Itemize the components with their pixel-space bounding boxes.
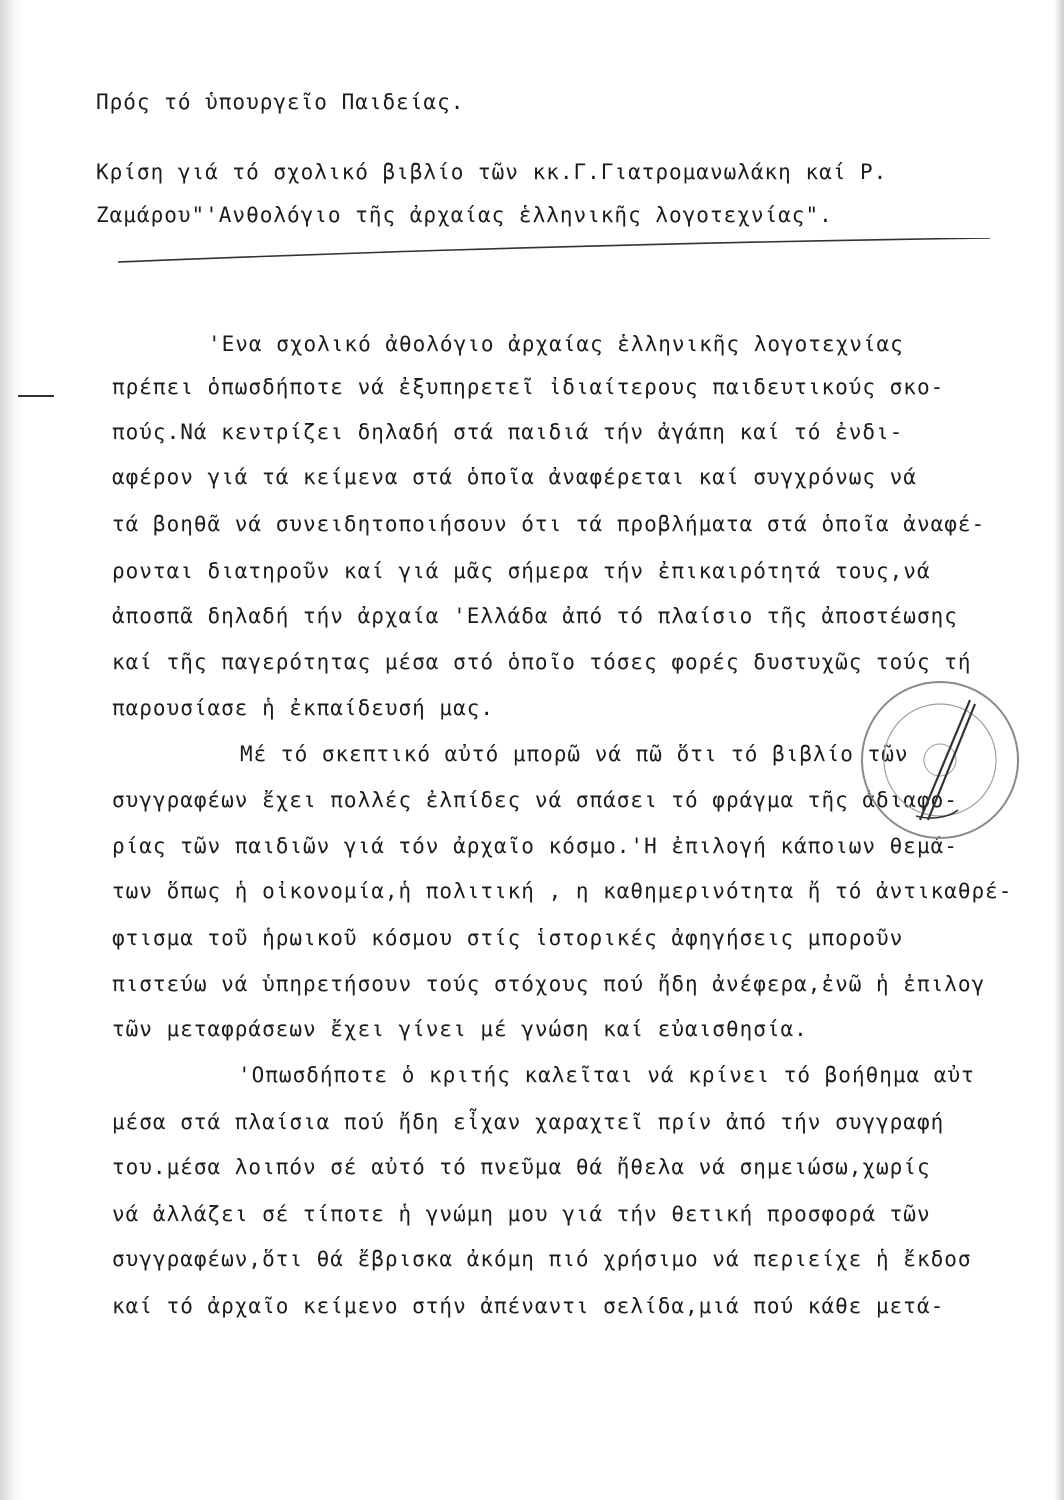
body-line-10: Μέ τό σκεπτικό αὐτό μπορῶ νά πῶ ὅτι τό βιβλίο τῶν <box>240 742 909 766</box>
body-line-20: νά ἀλλάζει σέ τίποτε ἡ γνώμη μου γιά τήν θετική προσφορά τῶν <box>112 1202 931 1226</box>
body-line-18: μέσα στά πλαίσια πού ἤδη εἶχαν χαραχτεῖ πρίν ἀπό τήν συγγραφή <box>112 1110 945 1134</box>
body-line-17: 'Οπωσδήποτε ὁ κριτής καλεῖται νά κρίνει τό βοήθημα αὐτ <box>238 1063 975 1087</box>
official-stamp-with-signature <box>820 670 1060 870</box>
body-line-1: 'Ενα σχολικό ἀθολόγιο ἀρχαίας ἑλληνικῆς λογοτεχνίας <box>208 332 904 356</box>
handwritten-underline <box>118 238 990 268</box>
body-line-11: συγγραφέων ἔχει πολλές ἐλπίδες νά σπάσει τό φράγμα τῆς ἀδιαφο- <box>112 788 958 812</box>
body-line-4: αφέρον γιά τά κείμενα στά ὁποῖα ἀναφέρεται καί συγχρόνως νά <box>112 465 917 489</box>
body-line-9: παρουσίασε ἡ ἐκπαίδευσή μας. <box>112 696 495 720</box>
page-edge-shadow-left <box>0 0 22 1500</box>
subject-line-1: Κρίση γιά τό σχολικό βιβλίο τῶν κκ.Γ.Γιατρομανωλάκη καί Ρ. <box>96 160 888 184</box>
body-line-3: πούς.Νά κεντρίζει δηλαδή στά παιδιά τήν ἀγάπη καί τό ἐνδι- <box>112 420 904 444</box>
body-line-15: πιστεύω νά ὑπηρετήσουν τούς στόχους πού ἤδη ἀνέφερα,ἐνῶ ἡ ἐπιλογ <box>112 972 986 996</box>
subject-line-2: Ζαμάρου"'Ανθολόγιο τῆς ἀρχαίας ἑλληνικῆς λογοτεχνίας". <box>96 203 833 227</box>
body-line-22: καί τό ἀρχαῖο κείμενο στήν ἀπέναντι σελίδα,μιά πού κάθε μετά- <box>112 1294 945 1318</box>
body-line-16: τῶν μεταφράσεων ἔχει γίνει μέ γνώση καί εὐαισθησία. <box>112 1017 808 1041</box>
body-line-2: πρέπει ὁπωσδήποτε νά ἐξυπηρετεῖ ἰδιαίτερους παιδευτικούς σκο- <box>112 375 945 399</box>
body-line-19: του.μέσα λοιπόν σέ αὐτό τό πνεῦμα θά ἤθελα νά σημειώσω,χωρίς <box>112 1155 931 1179</box>
body-line-13: των ὅπως ἡ οἰκονομία,ἡ πολιτική , η καθημερινότητα ἤ τό ἀντικαθρέ- <box>112 879 1013 903</box>
body-line-14: φτισμα τοῦ ἡρωικοῦ κόσμου στίς ἱστορικές ἀφηγήσεις μποροῦν <box>112 926 904 950</box>
body-line-21: συγγραφέων,ὅτι θά ἔβρισκα ἀκόμη πιό χρήσιμο νά περιείχε ἡ ἔκδοσ <box>112 1247 972 1271</box>
body-line-6: ρονται διατηροῦν καί γιά μᾶς σήμερα τήν ἐπικαιρότητά τους,νά <box>112 559 931 583</box>
margin-dash <box>18 395 54 397</box>
body-line-7: ἀποσπᾶ δηλαδή τήν ἀρχαία 'Ελλάδα ἀπό τό πλαίσιο τῆς ἀποστέωσης <box>112 604 958 628</box>
document-heading: Πρός τό ὑπουργεῖο Παιδείας. <box>96 90 465 114</box>
body-line-8: καί τῆς παγερότητας μέσα στό ὁποῖο τόσες φορές δυστυχῶς τούς τή <box>112 650 972 674</box>
body-line-12: ρίας τῶν παιδιῶν γιά τόν ἀρχαῖο κόσμο.'Η ἐπιλογή κάποιων θεμά- <box>112 834 958 858</box>
body-line-5: τά βοηθᾶ νά συνειδητοποιήσουν ότι τά προβλήματα στά ὁποῖα ἀναφέ- <box>112 512 986 536</box>
